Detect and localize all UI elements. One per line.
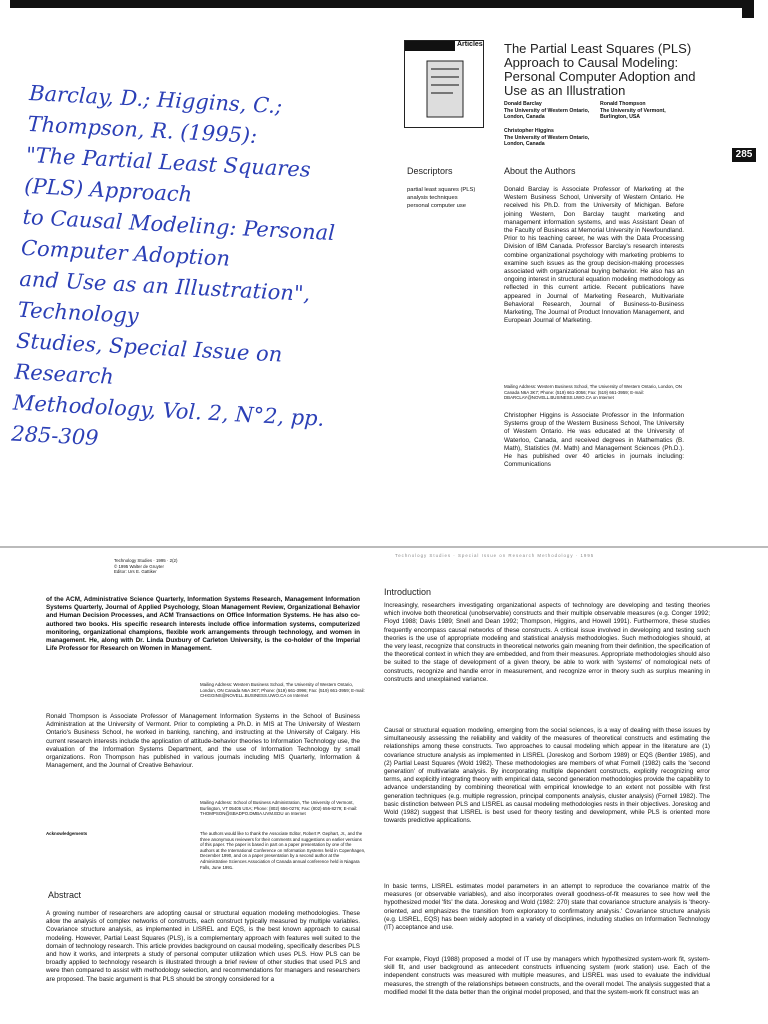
- descriptor-item: personal computer use: [407, 203, 466, 209]
- author-block-higgins: [504, 128, 624, 148]
- author-place: Burlington, USA: [600, 114, 641, 121]
- title-line: Use as an Illustration: [504, 83, 626, 98]
- handwritten-line: and Use as an Illustration", Technology: [17, 266, 311, 328]
- scan-noise: Technology Studies · Special Issue on Research Methodology · 1995: [395, 553, 595, 558]
- intro-paragraph-1: Increasingly, researchers investigating organizational aspects of technology are developing and testing theories which involve both theoretical (unobservable) constructs and their multiple observable measures (e.g. Conger 1992; Floyd 1988; Davis 1989; Snell and Dean 1992; Thompson, Higgins, and Howell 1991). Furthermore, these studies frequently encompass causal networks of these constructs. A critical issue involved in developing and testing such theories is the use of appropriate modeling and statistical analysis methodologies. Such methodologies should, at the very least, recognize that constructs in theoretical networks gain meaning from their definition, the specification of the theoretical context in which they are embedded, and from their measures. Appropriate methodologies should also be suited to the stage of development of a given theory, be able to work with 'systems' of nomological nets of constructs, recognize and handle error in measurement, and recognize error in theory such as surplus meaning in constructs and unexplained variance.: [384, 602, 710, 683]
- title-line: Approach to Causal Modeling:: [504, 55, 679, 70]
- author-block-thompson: [600, 101, 710, 121]
- acknowledgements-label: Acknowledgements: [46, 831, 88, 836]
- logo-label: Articles: [457, 41, 483, 48]
- scan-divider: [0, 546, 768, 548]
- journal-header: [114, 558, 254, 575]
- handwritten-line: "The Partial Least Squares (PLS) Approach: [23, 142, 312, 207]
- about-barclay: Donald Barclay is Associate Professor of Marketing at the Western Business School, University of Western Ontario. He received his Ph.D. from the University of Michigan. Before joining Western, Don Barclay taught marketing and management information systems, and was Assistant Dean of the Faculty of Business at Memorial University in Newfoundland. Prior to his teaching career, he was with the Data Processing Division of IBM Canada. Professor Barclay's research interests combine organizational psychology with marketing problems to examine such issues as the group decision-making processes associated with organizational buying behavior. He also has an ongoing interest in structural equation modeling methodology as reflected in this current article. Recent publications have appeared in Journal of Marketing Research, Multivariate Behavioral Research, Journal of Business-to-Business Marketing, The Journal of Product Innovation Management, and European Journal of Marketing.: [504, 186, 684, 325]
- higgins-mail: Mailing Address: Western Business School, The University of Western Ontario, London, ON Canada N6A 3K7; Phone: (519) 661-3996; Fax: (519) 661-3959; E-mail: CHIGGINS@NOVELL.BUSINESS.UWO.CA on Internet: [200, 682, 365, 699]
- title-line: Personal Computer Adoption and: [504, 69, 696, 84]
- about-barclay-mail: Mailing Address: Western Business School, The University of Western Ontario, London, ON Canada N6A 3K7; Phone: (519) 661-3056; Fax: (519) 661-3959; E-mail: DBARCLAY@NOVELL.BUSINESS.UWO.CA on Internet: [504, 384, 682, 401]
- intro-paragraph-2: Causal or structural equation modeling, emerging from the social sciences, is a way of dealing with these issues by simultaneously assessing the reliability and validity of the measures of theoretical constructs and estimating the relationships among these constructs. Two approaches to causal modeling which appear in the literature are (1) covariance structure analysis as implemented in LISREL (Joreskog and Sorbom 1989) or EQS (Bentler 1985), and (2) Partial Least Squares (Wold 1982). These methodologies are members of what Fornell (1982) calls the 'second generation' of multivariate analysis. By incorporating multiple dependent constructs, explicitly recognizing error terms, and explicitly integrating theory with empirical data, second generation methodologies provide the capability to advance understanding by combining theoretical with empirical knowledge to an extent not possible with first generation techniques (e.g. multiple regression, principal components analysis, cluster analysis) (Fornell 1982). The basic distinction between PLS and LISREL as causal modeling methodologies rests in their objectives. Joreskog and Wold (1982) suggest that LISREL is best used for theory testing and development, while PLS is oriented more towards predictive applications.: [384, 727, 710, 825]
- top-rule: [10, 0, 754, 8]
- author-affil: The University of Vermont,: [600, 107, 666, 114]
- descriptors-heading: Descriptors: [407, 166, 453, 176]
- logo-bar: [405, 41, 455, 51]
- author-place: London, Canada: [504, 141, 545, 148]
- top-rule-corner: [742, 8, 754, 18]
- header-line: Technology Studies · 1995 · 2(2): [114, 558, 178, 563]
- abstract-heading: Abstract: [48, 890, 82, 900]
- author-place: London, Canada: [504, 114, 545, 121]
- about-heading: About the Authors: [504, 166, 576, 176]
- handwritten-line: Methodology, Vol. 2, N°2, pp. 285-309: [10, 390, 325, 451]
- abstract-text: A growing number of researchers are adopting causal or structural equation modeling methodologies. These allow the analysis of complex networks of constructs, each construct typically measured by multiple variables. Covariance structure analysis, as implemented in LISREL and EQS, is the best known approach to causal modeling. However, Partial Least Squares (PLS), is a complementary approach with features well suited to the domain of technology research. This article provides background on causal modeling, specifically describes PLS and how it works, and interprets a study of personal computer utilization which uses PLS. How PLS can be broadly applied to technology research is illustrated through a brief review of other studies that used PLS and were then compared to assist with methodology selection, and recommendations for managers and researchers are proposed. The basic argument is that PLS should be strongly considered for a: [46, 910, 360, 983]
- header-line: Editor: Urs E. Gattiker: [114, 569, 157, 575]
- handwritten-citation: [11, 78, 360, 467]
- descriptor-item: partial least squares (PLS): [407, 187, 476, 193]
- handwritten-line: Barclay, D.; Higgins, C.; Thompson, R. (1995):: [26, 80, 283, 148]
- higgins-continued: of the ACM, Administrative Science Quarterly, Information Systems Research, Management Information Systems Quarterly, Journal of Applied Psychology, Sloan Management Review, Organizational Behavior and Human Decision Processes, and ACM Transactions on Office Information Systems. He has also co-authored two books. His specific research interests include office information systems, computerized monitoring, organizational champions, flexible work arrangements through technology, and women in management. He, along with Dr. Linda Duxbury of Carleton University, is the co-holder of the Imperial Life Professor for Research on Women in Management.: [46, 596, 360, 653]
- author-name: Christopher Higgins: [504, 128, 554, 134]
- author-block-barclay: [504, 101, 599, 121]
- header-line: © 1995 Walter de Gruyter: [114, 563, 164, 569]
- logo-figure-icon: [425, 59, 465, 119]
- descriptors-list: [407, 186, 497, 210]
- page-number-badge: 285: [732, 148, 756, 162]
- author-affil: The University of Western Ontario,: [504, 107, 590, 114]
- intro-paragraph-4: For example, Floyd (1988) proposed a model of IT use by managers which hypothesized system-work fit, system-skill fit, and user background as antecedent constructs influencing system (work station) use. Each of the independent constructs was measured with multiple measures, and LISREL was used to evaluate the individual measures, the strength of the relationships between constructs, and the overall model. The analysis suggested that a modified model fit the data better than the original model proposed, and that the system-work fit construct was an: [384, 956, 710, 996]
- journal-logo: [404, 40, 484, 128]
- author-affil: The University of Western Ontario,: [504, 134, 590, 141]
- author-name: Ronald Thompson: [600, 101, 646, 107]
- about-higgins: Christopher Higgins is Associate Professor in the Information Systems group of the Western Business School, The University of Western Ontario. He was educated at the University of Waterloo, Canada, and received degrees in Mathematics (B. Math), Statistics (M. Math) and Management Sciences (Ph.D.). He has published over 40 articles in journals including: Communications: [504, 412, 684, 469]
- thompson-mail: Mailing Address: School of Business Administration, The University of Vermont, Burlington, VT 05405 USA; Phone: (802) 656-0276; Fax: (802) 656-8279; E-mail: THOMPSON@SBADPO.DMBA.UVM.EDU on Internet: [200, 800, 358, 817]
- descriptor-item: analysis techniques: [407, 195, 458, 201]
- handwritten-line: to Causal Modeling: Personal Computer Adoption: [20, 204, 336, 271]
- article-title: [504, 42, 754, 98]
- title-line: The Partial Least Squares (PLS): [504, 41, 692, 56]
- thompson-bio: Ronald Thompson is Associate Professor of Management Information Systems in the School of Business Administration at the University of Vermont. Prior to completing a Ph.D. in MIS at The University of Western Ontario's Business School, he worked in banking, ranching, and instructing at the University of Calgary. His current research interests include the application of attitude-behavior theories to Information Technology use, the evaluation of the Information Systems Department, and the use of Information Technology by small organizations. Ron Thompson has published in various journals including MIS Quarterly, Information & Management, and the Journal of Creative Behaviour.: [46, 713, 360, 770]
- intro-paragraph-3: In basic terms, LISREL estimates model parameters in an attempt to reproduce the covariance matrix of the measures (or observable variables), and also incorporates overall goodness-of-fit measures to see how well the hypothesized model 'fits' the data. Joreskog and Wold (1982: 270) state that covariance structure analysis is 'theory-oriented, and emphasizes the transition from exploratory to confirmatory analysis.' Covariance structure analysis (e.g. LISREL, EQS) has been widely adopted in a variety of disciplines, including studies on Information Technology (IT) acceptance and use.: [384, 883, 710, 932]
- introduction-heading: Introduction: [384, 587, 432, 597]
- author-name: Donald Barclay: [504, 101, 542, 107]
- acknowledgements-text: The authors would like to thank the Associate Editor, Robert P. Gephart, Jr., and the three anonymous reviewers for their comments and suggestions on earlier versions of this paper. The paper is based in part on a paper presentation by one of the authors at the International Conference on Information Systems held in Copenhagen, December 1990, and on a paper presentation by a second author at the Administrative Sciences Association of Canada annual conference held in Niagara Falls, June 1991.: [200, 831, 366, 870]
- handwritten-line: Studies, Special Issue on Research: [13, 328, 283, 389]
